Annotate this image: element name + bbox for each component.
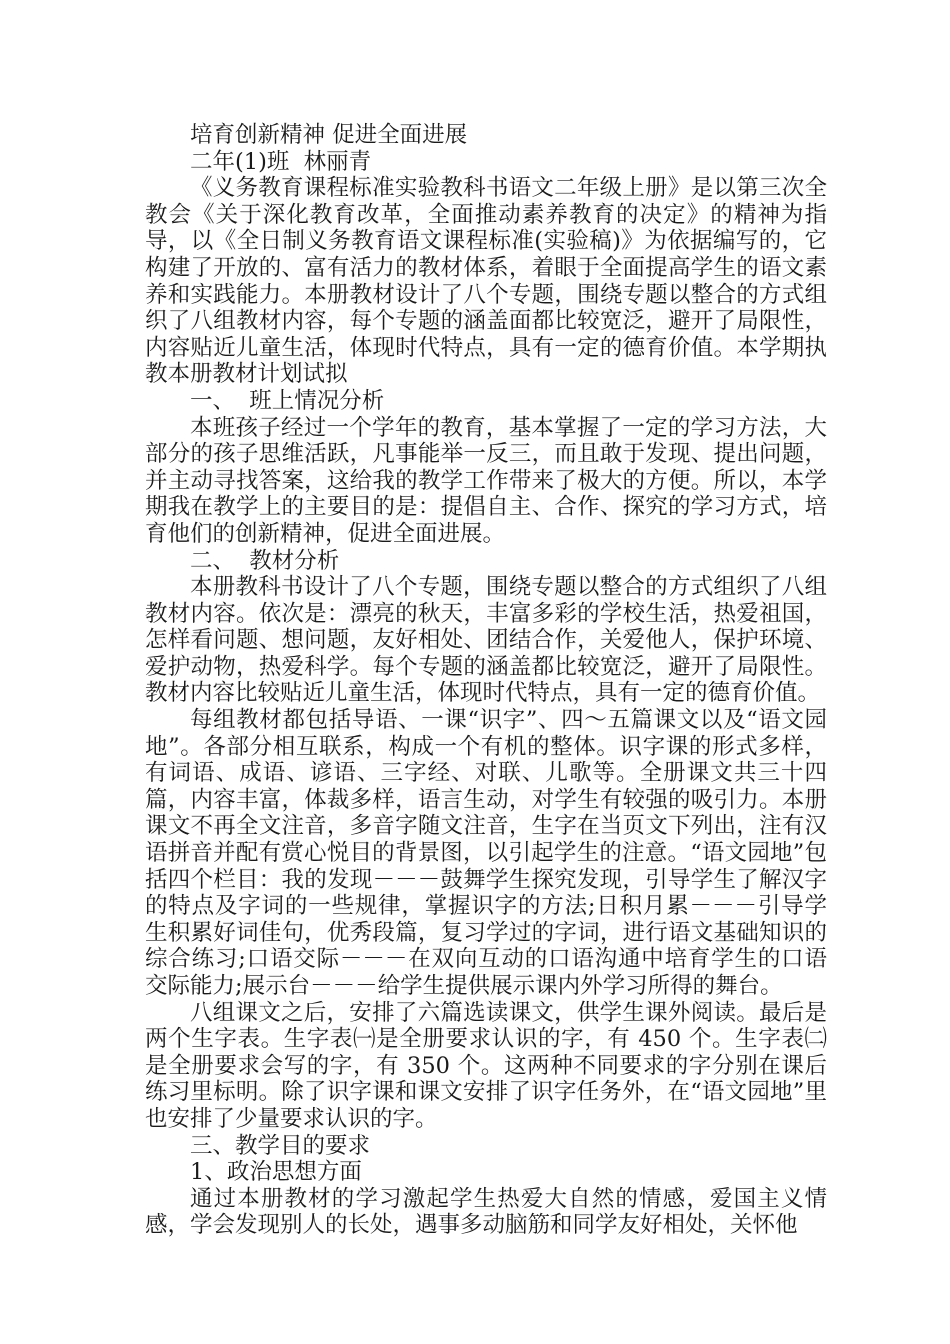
document-page xyxy=(145,122,827,1239)
textbook-analysis-paragraph-3: 八组课文之后，安排了六篇选读课文，供学生课外阅读。最后是两个生字表。生字表㈠是全册要求认识的字，有 450 个。生字表㈡是全册要求会写的字，有 350 个。这两种不同要求的字分别在课后练习里标明。除了识字课和课文安排了识字任务外，在“语文园地”里也安排了少量要求认识的字。 xyxy=(145,999,827,1132)
document-title: 培育创新精神 促进全面进展 xyxy=(190,122,468,148)
class-analysis-paragraph: 本班孩子经过一个学年的教育，基本掌握了一定的学习方法，大部分的孩子思维活跃，凡事能举一反三，而且敢于发现、提出问题，并主动寻找答案，这给我的教学工作带来了极大的方便。所以，本学期我在教学上的主要目的是：提倡自主、合作、探究的学习方式，培育他们的创新精神，促进全面进展。 xyxy=(145,414,827,547)
textbook-analysis-paragraph-2: 每组教材都包括导语、一课“识字”、四～五篇课文以及“语文园地”。各部分相互联系，构成一个有机的整体。识字课的形式多样，有词语、成语、谚语、三字经、对联、儿歌等。全册课文共三十四篇，内容丰富，体裁多样，语言生动，对学生有较强的吸引力。本册课文不再全文注音，多音字随文注音，生字在当页文下列出，注有汉语拼音并配有赏心悦目的背景图，以引起学生的注意。“语文园地”包括四个栏目：我的发现－－－鼓舞学生探究发现，引导学生了解汉字的特点及字词的一些规律，掌握识字的方法;日积月累－－－引导学生积累好词佳句，优秀段篇，复习学过的字词，进行语文基础知识的综合练习;口语交际－－－在双向互动的口语沟通中培育学生的口语交际能力;展示台－－－给学生提供展示课内外学习所得的舞台。 xyxy=(145,707,827,999)
section-heading-class-analysis: 一、 班上情况分析 xyxy=(190,387,385,414)
section-heading-teaching-goals: 三、教学目的要求 xyxy=(190,1132,371,1159)
section-heading-textbook-analysis: 二、 教材分析 xyxy=(190,547,340,574)
textbook-analysis-paragraph-1: 本册教科书设计了八个专题，围绕专题以整合的方式组织了八组教材内容。依次是：漂亮的秋天，丰富多彩的学校生活，热爱祖国，怎样看问题、想问题，友好相处、团结合作，关爱他人，保护环境、爱护动物，热爱科学。每个专题的涵盖都比较宽泛，避开了局限性。教材内容比较贴近儿童生活，体现时代特点，具有一定的德育价值。 xyxy=(145,574,827,707)
political-thought-paragraph: 通过本册教材的学习激起学生热爱大自然的情感，爱国主义情感，学会发现别人的长处，遇事多动脑筋和同学友好相处，关怀他 xyxy=(145,1185,827,1239)
intro-paragraph: 《义务教育课程标准实验教科书语文二年级上册》是以第三次全教会《关于深化教育改革，全面推动素养教育的决定》的精神为指导，以《全日制义务教育语文课程标准(实验稿)》为依据编写的，它构建了开放的、富有活力的教材体系，着眼于全面提高学生的语文素养和实践能力。本册教材设计了八个专题，围绕专题以整合的方式组织了八组教材内容，每个专题的涵盖面都比较宽泛，避开了局限性，内容贴近儿童生活，体现时代特点，具有一定的德育价值。本学期执教本册教材计划试拟 xyxy=(145,175,827,388)
author-line: 二年(1)班 林丽青 xyxy=(190,148,372,175)
subheading-political-thought: 1、政治思想方面 xyxy=(190,1159,362,1186)
